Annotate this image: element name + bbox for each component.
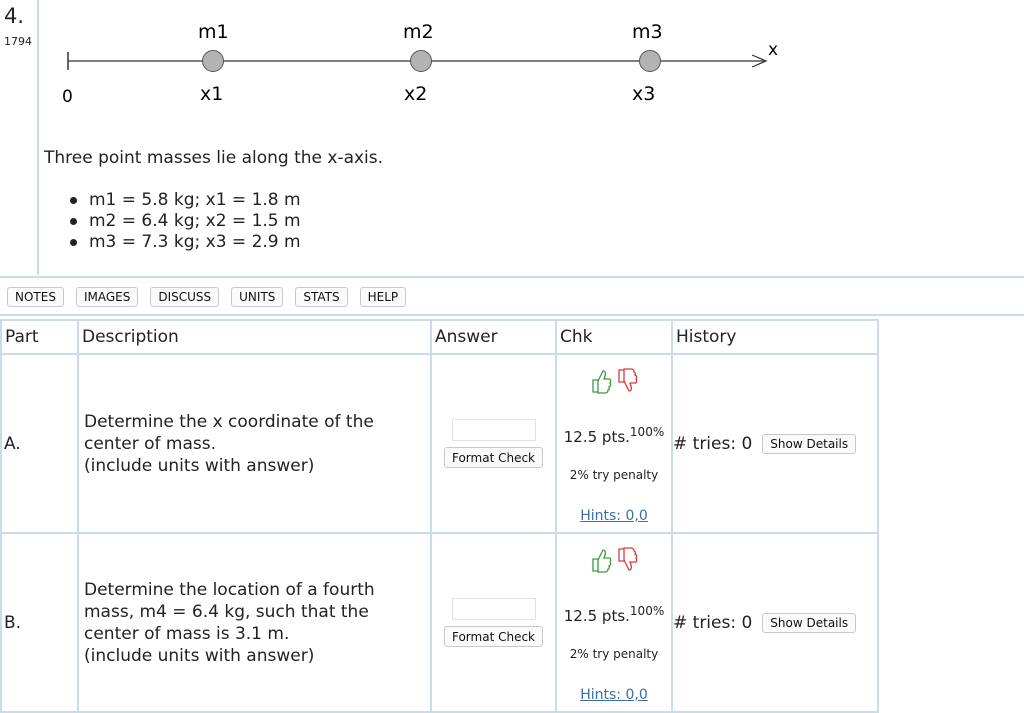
position-2-label: x2 — [404, 83, 428, 105]
images-button[interactable]: IMAGES — [76, 287, 138, 307]
table-header-row — [1, 320, 878, 354]
show-details-button[interactable]: Show Details — [762, 613, 856, 633]
mass-1-label: m1 — [198, 21, 229, 43]
question-number: 4. — [4, 4, 25, 28]
answer-cell — [431, 354, 556, 533]
part-description — [78, 533, 431, 712]
part-label: B. — [1, 533, 78, 712]
description-line: Determine the location of a fourth — [84, 579, 375, 600]
units-button[interactable]: UNITS — [231, 287, 283, 307]
header-part: Part — [1, 320, 78, 354]
help-button[interactable]: HELP — [360, 287, 407, 307]
percent-text: 100% — [629, 604, 665, 618]
origin-label: 0 — [62, 87, 73, 107]
question-toolbar — [7, 287, 406, 307]
divider — [0, 314, 1024, 316]
description-line: center of mass. — [84, 433, 216, 454]
mass-2-dot — [411, 51, 432, 72]
show-details-button[interactable]: Show Details — [762, 434, 856, 454]
description-line: center of mass is 3.1 m. — [84, 623, 290, 644]
description-line: (include units with answer) — [84, 455, 315, 476]
check-cell — [556, 354, 672, 533]
bullet-icon — [70, 239, 77, 246]
answer-input[interactable] — [452, 598, 536, 620]
points-text: 12.5 pts. — [563, 428, 630, 446]
position-1-label: x1 — [200, 83, 224, 105]
tries-count: # tries: 0 — [673, 433, 753, 454]
description-line: (include units with answer) — [84, 645, 315, 666]
header-history: History — [672, 320, 878, 354]
mass-1-dot — [203, 51, 224, 72]
points-value — [557, 604, 671, 625]
part-label: A. — [1, 354, 78, 533]
list-item — [70, 232, 301, 253]
bullet-icon — [70, 218, 77, 225]
parts-table — [0, 319, 879, 713]
mass-axis-diagram — [40, 0, 800, 120]
mass-2-spec: m2 = 6.4 kg; x2 = 1.5 m — [89, 211, 301, 231]
list-item — [70, 190, 301, 211]
mass-3-spec: m3 = 7.3 kg; x3 = 2.9 m — [89, 232, 301, 252]
mass-2-label: m2 — [403, 21, 434, 43]
mass-list — [70, 190, 301, 253]
description-line: Determine the x coordinate of the — [84, 411, 374, 432]
problem-intro: Three point masses lie along the x-axis. — [44, 148, 384, 168]
tries-count: # tries: 0 — [673, 612, 753, 633]
thumbs-up-icon[interactable] — [590, 546, 612, 574]
stats-button[interactable]: STATS — [295, 287, 347, 307]
discuss-button[interactable]: DISCUSS — [150, 287, 219, 307]
header-answer: Answer — [431, 320, 556, 354]
points-value — [557, 425, 671, 446]
check-cell — [556, 533, 672, 712]
thumbs-down-icon[interactable] — [616, 546, 638, 574]
try-penalty: 2% try penalty — [569, 647, 659, 661]
table-row — [1, 533, 878, 712]
thumbs-up-icon[interactable] — [590, 367, 612, 395]
hints-link[interactable]: Hints: 0,0 — [580, 687, 648, 703]
mass-3-label: m3 — [632, 21, 663, 43]
format-check-button[interactable]: Format Check — [444, 626, 543, 647]
mass-3-dot — [640, 51, 661, 72]
try-penalty: 2% try penalty — [569, 468, 659, 482]
left-divider — [37, 0, 39, 275]
notes-button[interactable]: NOTES — [7, 287, 64, 307]
format-check-button[interactable]: Format Check — [444, 447, 543, 468]
history-cell — [672, 533, 878, 712]
table-row — [1, 354, 878, 533]
history-cell — [672, 354, 878, 533]
x-axis-label: x — [768, 40, 779, 60]
list-item — [70, 211, 301, 232]
feedback-icons — [557, 367, 671, 395]
header-chk: Chk — [556, 320, 672, 354]
header-description: Description — [78, 320, 431, 354]
points-text: 12.5 pts. — [563, 607, 630, 625]
description-line: mass, m4 = 6.4 kg, such that the — [84, 601, 369, 622]
thumbs-down-icon[interactable] — [616, 367, 638, 395]
part-description — [78, 354, 431, 533]
divider — [0, 276, 1024, 278]
hints-link[interactable]: Hints: 0,0 — [580, 508, 648, 524]
position-3-label: x3 — [632, 83, 656, 105]
answer-input[interactable] — [452, 419, 536, 441]
answer-cell — [431, 533, 556, 712]
question-id: 1794 — [4, 35, 32, 48]
bullet-icon — [70, 197, 77, 204]
percent-text: 100% — [629, 425, 665, 439]
feedback-icons — [557, 546, 671, 574]
mass-1-spec: m1 = 5.8 kg; x1 = 1.8 m — [89, 190, 301, 210]
